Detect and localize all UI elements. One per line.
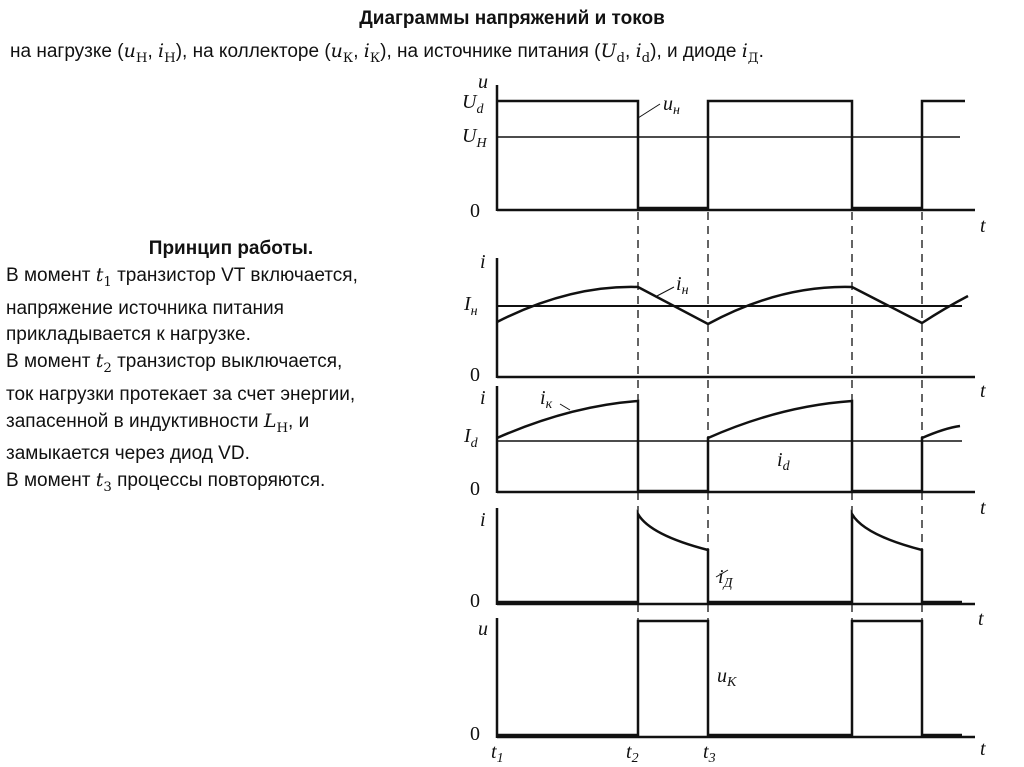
symbol-letter: I: [464, 293, 471, 315]
timing-diagram: [440, 70, 1000, 767]
subtitle-text: на нагрузке (: [10, 41, 124, 62]
symbol-i-load: [158, 40, 176, 66]
symbol-U-source: [600, 40, 625, 66]
symbol-subscript: 2: [103, 360, 112, 376]
subtitle-text: ), и диоде: [650, 41, 742, 62]
page-title: Диаграммы напряжений и токов: [359, 8, 665, 29]
text: запасенной в индуктивности: [6, 410, 264, 432]
symbol-letter: t: [95, 349, 104, 372]
subtitle-period: .: [758, 41, 764, 62]
leader-u-load: [638, 104, 660, 118]
symbol-letter: U: [462, 125, 477, 147]
curve-label-i-diode: [718, 566, 734, 591]
symbol-u-load: [123, 40, 148, 66]
symbol-t1: [95, 264, 112, 290]
symbol-letter: t: [95, 264, 104, 286]
symbol-L-load: [263, 409, 289, 436]
t-label-4: t: [978, 608, 984, 630]
symbol-subscript: к: [545, 397, 553, 412]
subtitle: [10, 40, 764, 66]
text: процессы повторяются.: [111, 470, 326, 492]
symbol-subscript: 1: [496, 751, 504, 766]
symbol-letter: U: [462, 91, 477, 113]
curve-i-collector: [497, 401, 960, 491]
symbol-letter: t: [626, 741, 632, 763]
symbol-letter: t: [95, 469, 104, 492]
symbol-subscript: К: [369, 50, 381, 66]
symbol-letter: L: [263, 409, 277, 432]
symbol-letter: t: [491, 741, 497, 763]
symbol-subscript: 1: [103, 274, 112, 290]
symbol-subscript: 2: [631, 751, 639, 766]
symbol-subscript: К: [342, 50, 354, 66]
separator: ,: [625, 41, 636, 62]
principle-line-5: ток нагрузки протекает за счет энергии,: [6, 383, 356, 405]
symbol-letter: u: [717, 665, 727, 687]
t-label-3: t: [980, 497, 986, 519]
symbol-letter: i: [635, 40, 642, 62]
principle-line-4: [6, 348, 446, 382]
principle-line-7: замыкается через диод VD.: [6, 443, 250, 465]
level-label-Un: [462, 125, 487, 151]
time-label-t3: [703, 741, 716, 766]
symbol-letter: i: [741, 40, 748, 62]
symbol-subscript: н: [673, 103, 680, 118]
axis-label-u-1: u: [478, 71, 488, 93]
text: транзистор выключается,: [111, 350, 343, 372]
principle-heading: Принцип работы.: [148, 238, 314, 259]
symbol-letter: i: [158, 40, 165, 62]
t-label-2: t: [980, 380, 986, 402]
zero-label-1: 0: [470, 200, 480, 222]
symbol-u-collector: [330, 40, 354, 66]
principle-line-2: напряжение источника питания: [6, 297, 284, 319]
zero-label-2: 0: [470, 364, 480, 386]
symbol-i-diode: [741, 40, 759, 66]
symbol-letter: i: [363, 40, 370, 62]
symbol-subscript: н: [681, 283, 689, 298]
symbol-i-source: [635, 40, 651, 66]
separator: ,: [353, 41, 364, 62]
zero-label-3: 0: [470, 478, 480, 500]
axis-label-u-5: u: [478, 618, 488, 640]
zero-label-5: 0: [470, 723, 480, 745]
symbol-subscript: d: [782, 459, 790, 474]
curve-label-u-collector: [717, 665, 737, 690]
symbol-i-collector: [363, 40, 381, 66]
curve-u-load: [497, 101, 965, 208]
level-label-Id: [463, 425, 479, 451]
principle-line-8: [6, 467, 446, 501]
symbol-letter: i: [718, 566, 724, 588]
symbol-subscript: d: [616, 50, 625, 66]
symbol-t3: [95, 469, 112, 496]
curve-label-i-collector: [540, 387, 553, 412]
zero-label-4: 0: [470, 590, 480, 612]
symbol-letter: I: [464, 425, 471, 447]
subtitle-text: ), на коллекторе (: [175, 41, 331, 62]
symbol-subscript: Н: [276, 420, 289, 436]
time-label-t2: [626, 741, 639, 766]
principle-line-3: прикладывается к нагрузке.: [6, 323, 251, 345]
axis-label-i-3: i: [480, 387, 486, 409]
text: В момент: [6, 470, 96, 492]
symbol-subscript: Н: [135, 50, 148, 66]
leader-i-collector: [560, 404, 570, 410]
level-label-In: [463, 293, 478, 319]
level-label-Ud: [462, 91, 484, 117]
curve-label-i-load: [676, 273, 689, 298]
symbol-letter: u: [663, 93, 673, 115]
symbol-letter: u: [123, 40, 136, 62]
symbol-subscript: Н: [164, 50, 176, 66]
text: транзистор VT включается,: [111, 265, 358, 286]
symbol-subscript: К: [727, 675, 737, 690]
symbol-subscript: н: [470, 304, 478, 319]
symbol-subscript: Н: [476, 136, 487, 151]
t-label-5: t: [980, 738, 986, 760]
symbol-subscript: 3: [103, 480, 112, 496]
text: В момент: [6, 350, 96, 372]
leader-i-load: [655, 287, 674, 297]
axis-label-i-2: i: [480, 251, 486, 273]
symbol-subscript: d: [476, 102, 484, 117]
symbol-subscript: Д: [723, 576, 733, 591]
symbol-letter: t: [703, 741, 709, 763]
symbol-t2: [95, 349, 112, 376]
symbol-letter: i: [676, 273, 682, 295]
curve-label-u-load: [663, 93, 680, 118]
t-label-1: t: [980, 215, 986, 237]
symbol-letter: i: [540, 387, 546, 409]
curve-label-i-source: [777, 449, 791, 474]
symbol-subscript: 3: [708, 751, 716, 766]
symbol-letter: i: [777, 449, 783, 471]
symbol-letter: U: [600, 40, 617, 62]
text: , и: [288, 410, 310, 432]
subtitle-text: ), на источнике питания (: [380, 41, 601, 62]
principle-line-6: [6, 408, 446, 442]
symbol-subscript: Д: [747, 50, 759, 66]
time-label-t1: [491, 741, 504, 766]
text: В момент: [6, 265, 96, 286]
separator: ,: [147, 41, 159, 62]
principle-text: [6, 236, 446, 501]
symbol-subscript: d: [641, 50, 651, 66]
symbol-letter: u: [330, 40, 343, 62]
symbol-subscript: d: [470, 436, 478, 451]
axis-label-i-4: i: [480, 509, 486, 531]
principle-line-1: [6, 262, 446, 296]
